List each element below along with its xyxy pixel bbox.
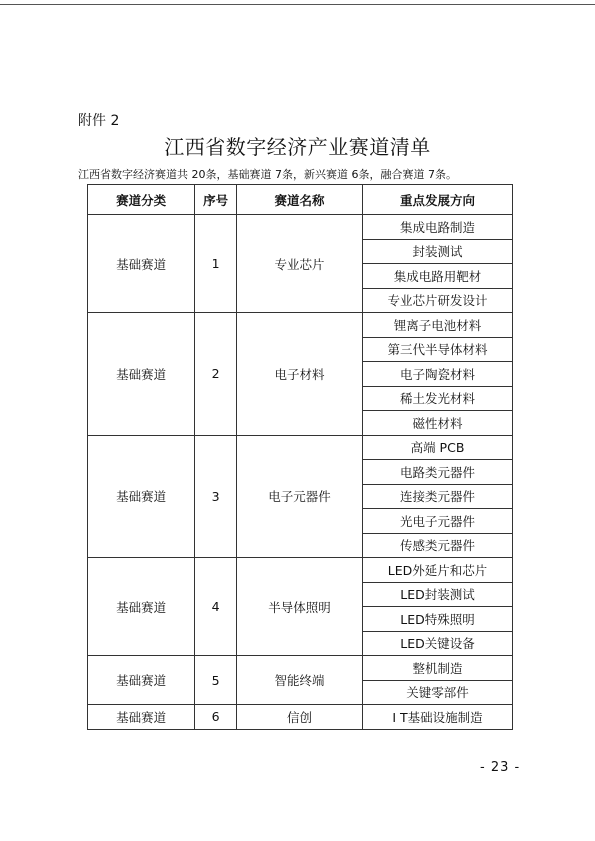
direction-cell: LED外延片和芯片	[363, 558, 513, 583]
table-header-row	[88, 185, 513, 215]
lane-name-cell: 半导体照明	[236, 558, 362, 656]
direction-cell: 集成电路用靶材	[363, 264, 513, 289]
category-cell: 基础赛道	[88, 435, 195, 558]
direction-cell: 封装测试	[363, 239, 513, 264]
direction-cell: 电子陶瓷材料	[363, 362, 513, 387]
direction-cell: 磁性材料	[363, 411, 513, 436]
table-row	[88, 215, 513, 240]
column-header-directions: 重点发展方向	[363, 185, 513, 215]
index-cell: 1	[195, 215, 237, 313]
lane-name-cell: 信创	[236, 705, 362, 730]
index-cell: 3	[195, 435, 237, 558]
lane-name-cell: 智能终端	[236, 656, 362, 705]
direction-cell: I T基础设施制造	[363, 705, 513, 730]
table-row	[88, 435, 513, 460]
index-cell: 5	[195, 656, 237, 705]
table-row	[88, 313, 513, 338]
category-cell: 基础赛道	[88, 656, 195, 705]
top-rule	[0, 4, 595, 5]
direction-cell: 整机制造	[363, 656, 513, 681]
direction-cell: LED封装测试	[363, 582, 513, 607]
table-row	[88, 558, 513, 583]
direction-cell: 连接类元器件	[363, 484, 513, 509]
index-cell: 6	[195, 705, 237, 730]
category-cell: 基础赛道	[88, 313, 195, 436]
direction-cell: 专业芯片研发设计	[363, 288, 513, 313]
direction-cell: 电路类元器件	[363, 460, 513, 485]
index-cell: 4	[195, 558, 237, 656]
category-cell: 基础赛道	[88, 705, 195, 730]
attachment-label: 附件 2	[78, 113, 120, 129]
page-number: - 23 -	[480, 760, 521, 775]
direction-cell: 传感类元器件	[363, 533, 513, 558]
direction-cell: 第三代半导体材料	[363, 337, 513, 362]
direction-cell: 光电子元器件	[363, 509, 513, 534]
summary-text: 江西省数字经济赛道共 20条，基础赛道 7条，新兴赛道 6条，融合赛道 7条。	[78, 168, 457, 181]
table-row	[88, 656, 513, 681]
lane-table	[87, 184, 513, 730]
index-cell: 2	[195, 313, 237, 436]
direction-cell: LED关键设备	[363, 631, 513, 656]
lane-name-cell: 电子元器件	[236, 435, 362, 558]
direction-cell: 高端 PCB	[363, 435, 513, 460]
column-header-index: 序号	[195, 185, 237, 215]
table-body	[88, 215, 513, 730]
direction-cell: 关键零部件	[363, 680, 513, 705]
category-cell: 基础赛道	[88, 558, 195, 656]
page-title: 江西省数字经济产业赛道清单	[164, 135, 431, 159]
category-cell: 基础赛道	[88, 215, 195, 313]
lane-name-cell: 专业芯片	[236, 215, 362, 313]
direction-cell: LED特殊照明	[363, 607, 513, 632]
lane-name-cell: 电子材料	[236, 313, 362, 436]
direction-cell: 稀土发光材料	[363, 386, 513, 411]
column-header-category: 赛道分类	[88, 185, 195, 215]
table-row	[88, 705, 513, 730]
direction-cell: 集成电路制造	[363, 215, 513, 240]
direction-cell: 锂离子电池材料	[363, 313, 513, 338]
column-header-name: 赛道名称	[236, 185, 362, 215]
